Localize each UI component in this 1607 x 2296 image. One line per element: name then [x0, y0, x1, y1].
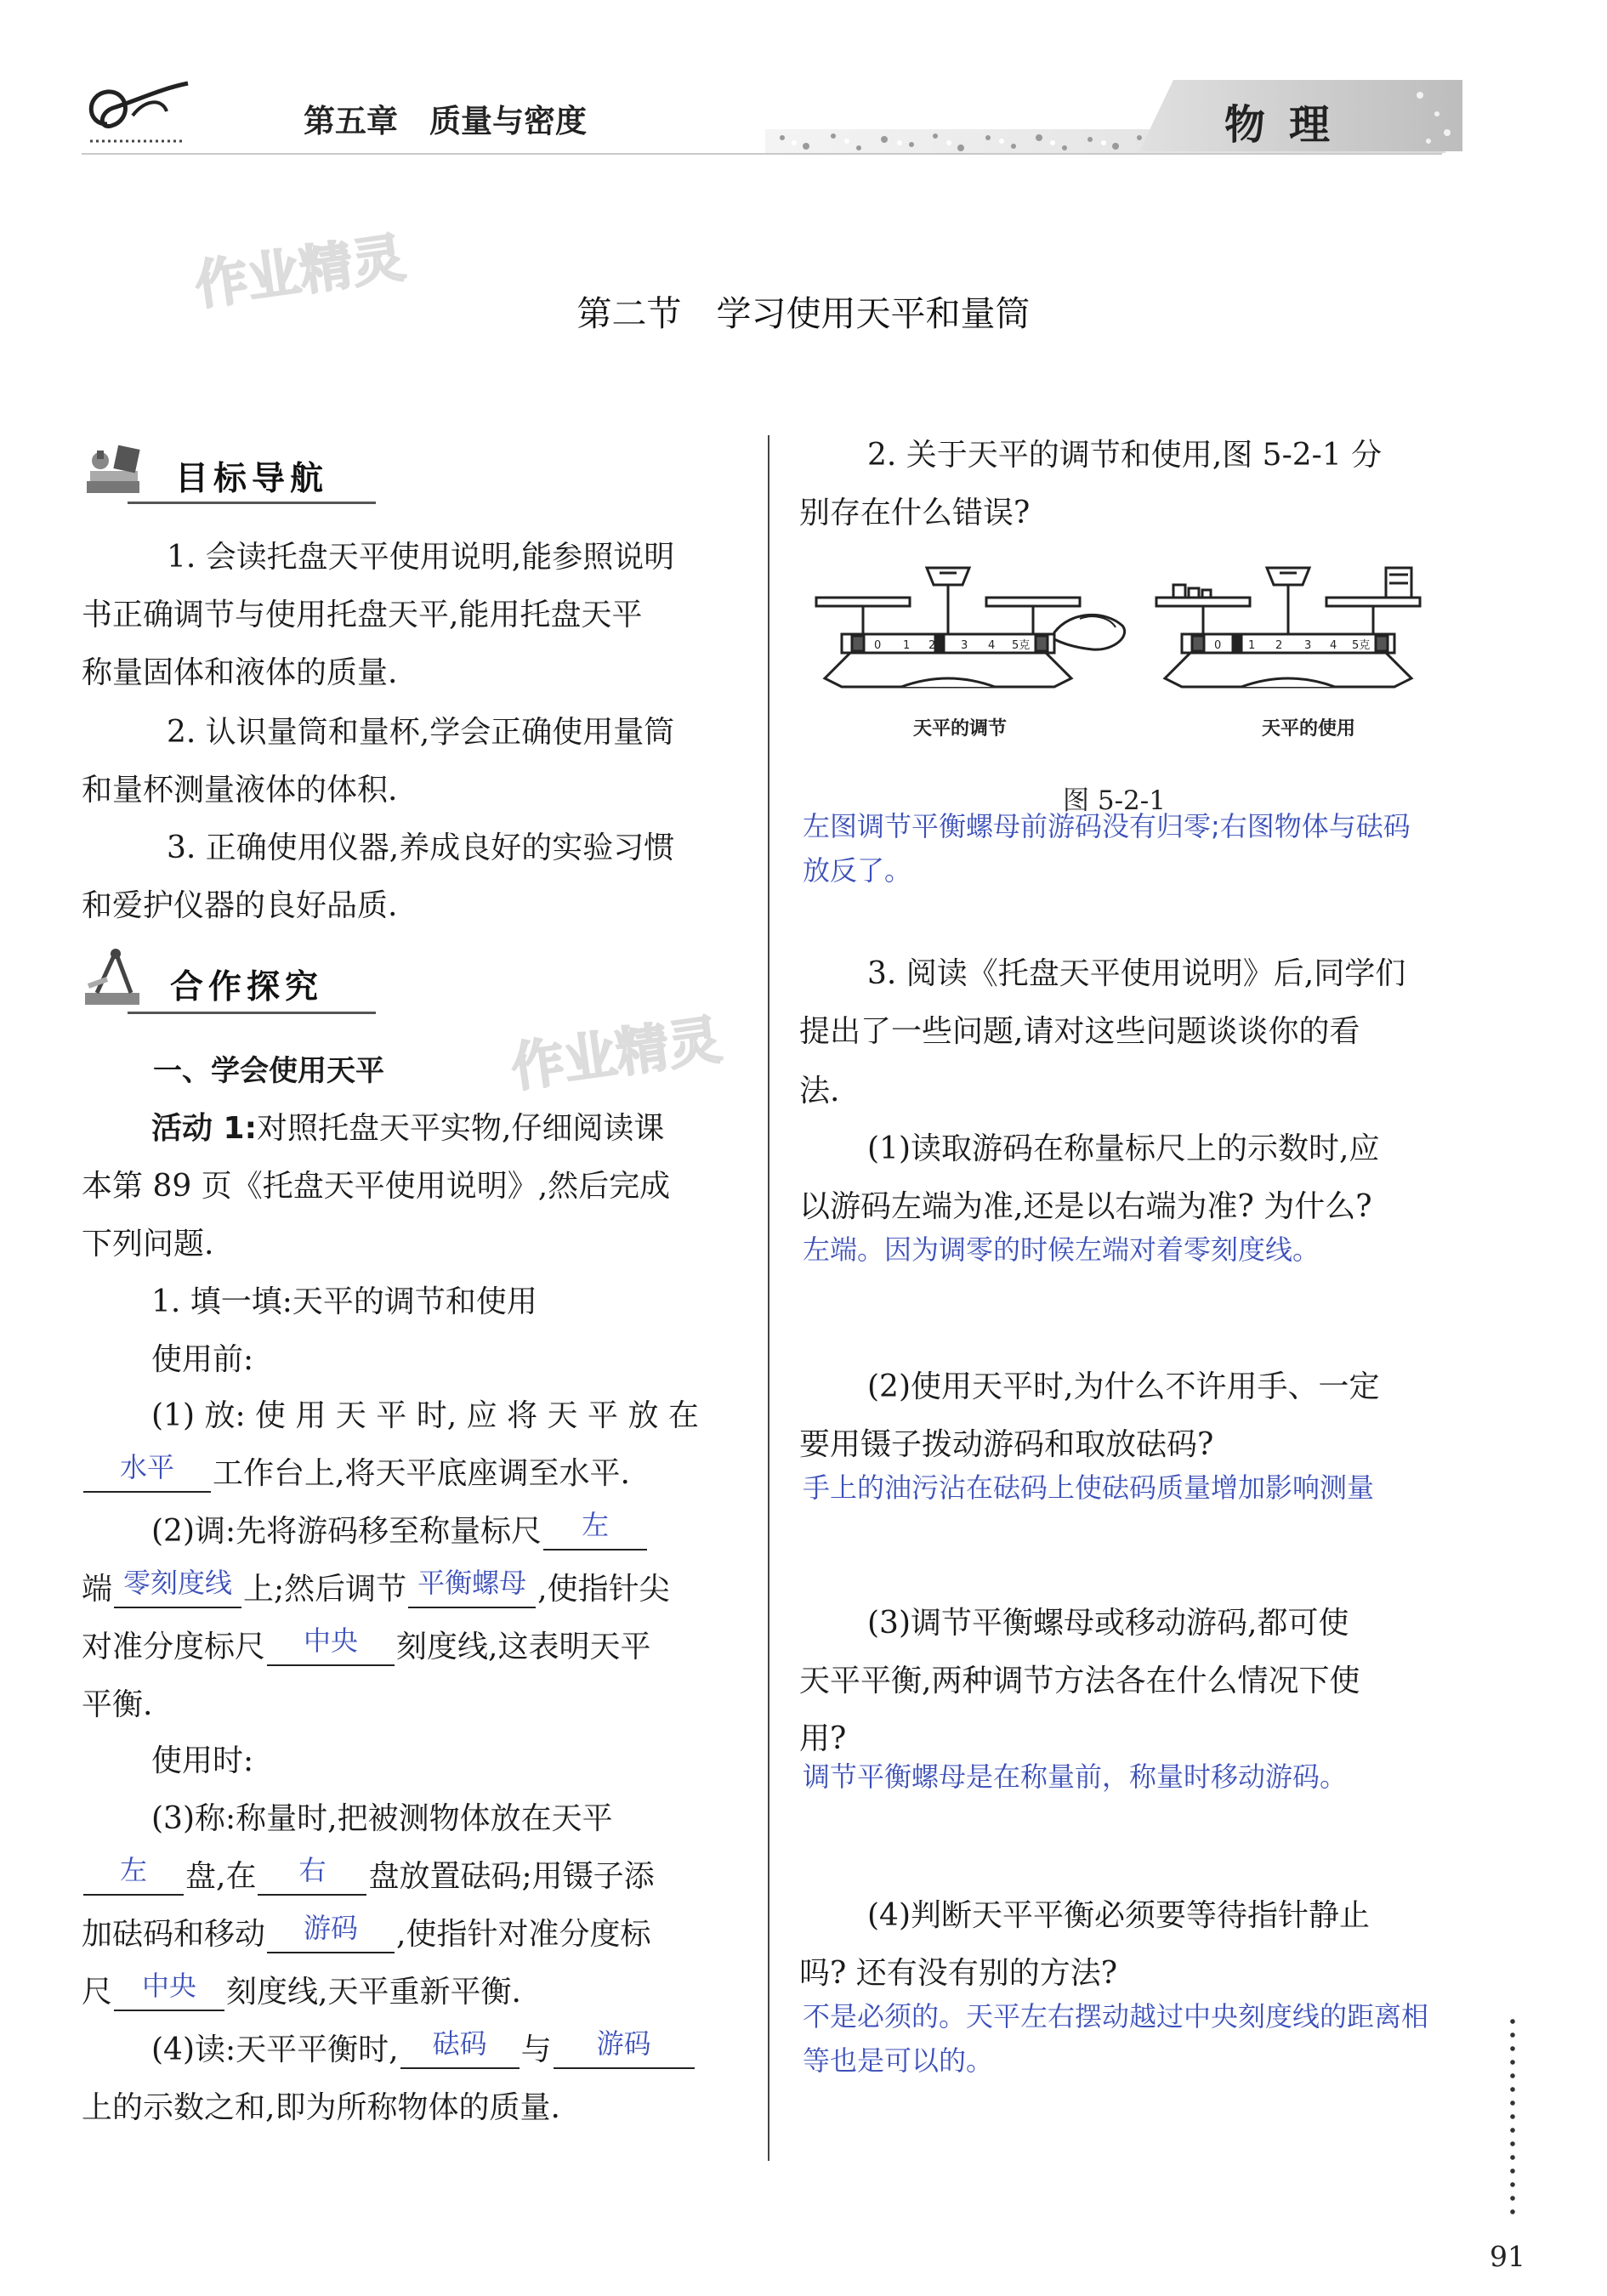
page-number: 91 — [1490, 2240, 1525, 2273]
sub3-line-2: 天平平衡,两种调节方法各在什么情况下使 — [799, 1664, 1360, 1698]
blank-weights[interactable] — [400, 2027, 520, 2069]
goals-heading: 目标导航 — [175, 460, 329, 498]
chapter-logo-icon — [82, 73, 192, 150]
answer-pan-weights: 右 — [298, 1854, 327, 1886]
read-line-1 — [151, 2027, 696, 2069]
blank-pan-object[interactable] — [83, 1854, 184, 1896]
adjust-line-2-c: ,使指针尖 — [537, 1572, 670, 1607]
dotted-rule — [1509, 2015, 1516, 2219]
sub1-answer: 左端。因为调零的时候左端对着零刻度线。 — [803, 1233, 1320, 1266]
activity-line-2: 本第 89 页《托盘天平使用说明》,然后完成 — [82, 1169, 671, 1204]
scale-tick: 4 — [1330, 639, 1337, 652]
adjust-line-2 — [82, 1567, 670, 1608]
subheading-balance: 一、学会使用天平 — [153, 1054, 384, 1088]
adjust-line-3-a: 对准分度标尺 — [82, 1630, 266, 1664]
answer-balance-nut: 平衡螺母 — [417, 1567, 527, 1599]
scale-tick: 5克 — [1352, 639, 1371, 652]
answer-center-2: 中央 — [142, 1970, 197, 2002]
explore-underline — [128, 1012, 376, 1014]
put-line-1: (1) 放: 使 用 天 平 时, 应 将 天 平 放 在 — [151, 1398, 699, 1433]
goal-3-line-1: 3. 正确使用仪器,养成良好的实验习惯 — [167, 831, 675, 865]
watermark: 作业精灵 — [190, 226, 409, 317]
balance-figure — [799, 551, 1471, 746]
blank-put[interactable] — [83, 1451, 211, 1493]
adjust-line-3 — [82, 1624, 651, 1666]
read-line-1-a: (4)读:天平平衡时, — [151, 2032, 399, 2067]
q2-line-2: 别存在什么错误? — [799, 496, 1031, 530]
blank-center-2[interactable] — [114, 1970, 224, 2011]
goal-2-line-2: 和量杯测量液体的体积. — [82, 773, 398, 808]
blank-zero-line[interactable] — [114, 1567, 241, 1608]
scale-tick: 3 — [1304, 639, 1312, 652]
answer-zero-line: 零刻度线 — [123, 1567, 233, 1599]
answer-weights: 砝码 — [432, 2027, 487, 2060]
weigh-line-3-a: 加砝码和移动 — [82, 1917, 266, 1952]
header-divider — [82, 153, 1442, 155]
q3-line-1: 3. 阅读《托盘天平使用说明》后,同学们 — [867, 956, 1406, 991]
scale-tick: 0 — [874, 639, 882, 652]
weigh-line-1: (3)称:称量时,把被测物体放在天平 — [151, 1801, 613, 1836]
balance-left — [816, 568, 1080, 687]
before-use-label: 使用前: — [151, 1342, 254, 1377]
column-divider — [768, 435, 769, 2161]
header-dots — [765, 128, 1148, 156]
chapter-title: 第五章 质量与密度 — [304, 103, 587, 139]
weigh-line-3-b: ,使指针对准分度标 — [396, 1917, 651, 1952]
answer-rider-2: 游码 — [596, 2027, 651, 2060]
answer-rider: 游码 — [304, 1912, 359, 1944]
blank-balance-nut[interactable] — [408, 1567, 536, 1608]
balance-right — [1156, 568, 1420, 687]
activity-line-1 — [151, 1110, 664, 1148]
q2-answer-line-2: 放反了。 — [803, 854, 912, 887]
blank-center-1[interactable] — [267, 1624, 395, 1666]
adjust-line-2-b: 上;然后调节 — [243, 1572, 407, 1607]
goal-1-line-3: 称量固体和液体的质量. — [82, 655, 398, 690]
sub3-line-3: 用? — [799, 1721, 847, 1756]
sub4-answer-line-1: 不是必须的。天平左右摆动越过中央刻度线的距离相 — [803, 2000, 1429, 2032]
activity-label: 活动 1: — [151, 1111, 257, 1146]
q1-title: 1. 填一填:天平的调节和使用 — [151, 1284, 537, 1319]
q3-line-2: 提出了一些问题,请对这些问题谈谈你的看 — [799, 1014, 1360, 1049]
sub1-line-2: 以游码左端为准,还是以右端为准? 为什么? — [799, 1189, 1372, 1224]
scale-tick: 2 — [1275, 639, 1283, 652]
weigh-line-2-b: 盘放置砝码;用镊子添 — [368, 1859, 655, 1894]
adjust-line-4: 平衡. — [82, 1687, 153, 1722]
scale-tick: 4 — [988, 639, 996, 652]
watermark: 作业精灵 — [507, 1008, 725, 1099]
books-icon — [82, 440, 150, 508]
put-line-2-text: 工作台上,将天平底座调至水平. — [213, 1456, 630, 1491]
answer-end: 左 — [582, 1509, 610, 1541]
adjust-line-3-b: 刻度线,这表明天平 — [396, 1630, 651, 1664]
goals-underline — [128, 502, 376, 504]
adjust-line-2-a: 端 — [82, 1572, 113, 1607]
scale-tick: 1 — [903, 639, 911, 652]
read-line-2: 上的示数之和,即为所称物体的质量. — [82, 2090, 560, 2125]
weigh-line-2 — [82, 1854, 655, 1896]
compass-icon — [82, 945, 150, 1013]
figure-caption-right: 天平的使用 — [1262, 718, 1356, 740]
activity-text: 对照托盘天平实物,仔细阅读课 — [256, 1111, 665, 1146]
sub4-line-1: (4)判断天平平衡必须要等待指针静止 — [867, 1898, 1370, 1933]
blank-rider[interactable] — [267, 1912, 395, 1953]
scale-tick: 3 — [961, 639, 968, 652]
section-title: 第二节 学习使用天平和量筒 — [576, 293, 1031, 334]
scale-tick: 5克 — [1012, 639, 1031, 652]
scale-tick: 0 — [1214, 639, 1222, 652]
sub2-line-1: (2)使用天平时,为什么不许用手、一定 — [867, 1369, 1380, 1404]
q2-line-1: 2. 关于天平的调节和使用,图 5-2-1 分 — [867, 438, 1383, 473]
activity-line-3: 下列问题. — [82, 1227, 214, 1261]
sub1-line-1: (1)读取游码在称量标尺上的示数时,应 — [867, 1131, 1380, 1166]
goal-2-line-1: 2. 认识量筒和量杯,学会正确使用量筒 — [167, 715, 675, 750]
figure-label: 图 5-2-1 — [1063, 785, 1166, 816]
weigh-line-4-a: 尺 — [82, 1975, 113, 2010]
q2-answer-line-1: 左图调节平衡螺母前游码没有归零;右图物体与砝码 — [803, 810, 1411, 842]
answer-pan-object: 左 — [119, 1854, 147, 1886]
sub2-answer: 手上的油污沾在砝码上使砝码质量增加影响测量 — [803, 1471, 1375, 1504]
sub2-line-2: 要用镊子拨动游码和取放砝码? — [799, 1427, 1214, 1462]
weigh-line-4 — [82, 1970, 521, 2011]
blank-end[interactable] — [543, 1509, 647, 1551]
weigh-line-2-a: 盘,在 — [185, 1859, 257, 1894]
put-line-2 — [82, 1451, 630, 1493]
scale-tick: 1 — [1248, 639, 1256, 652]
sub3-line-1: (3)调节平衡螺母或移动游码,都可使 — [867, 1606, 1349, 1641]
answer-center-1: 中央 — [304, 1624, 359, 1657]
goal-3-line-2: 和爱护仪器的良好品质. — [82, 888, 398, 923]
blank-rider-2[interactable] — [554, 2027, 695, 2069]
goal-1-line-2: 书正确调节与使用托盘天平,能用托盘天平 — [82, 598, 643, 632]
read-line-1-b: 与 — [520, 2032, 552, 2067]
goal-1-line-1: 1. 会读托盘天平使用说明,能参照说明 — [167, 540, 675, 575]
adjust-line-1-text: (2)调:先将游码移至称量标尺 — [151, 1514, 542, 1549]
q3-line-3: 法. — [799, 1074, 840, 1108]
subject-title: 物理 — [1224, 101, 1354, 149]
blank-pan-weights[interactable] — [258, 1854, 366, 1896]
figure-caption-left: 天平的调节 — [913, 718, 1008, 740]
sub4-line-2: 吗? 还有没有别的方法? — [799, 1956, 1118, 1991]
sub4-answer-line-2: 等也是可以的。 — [803, 2044, 994, 2077]
weigh-line-4-b: 刻度线,天平重新平衡. — [226, 1975, 521, 2010]
answer-put: 水平 — [119, 1451, 174, 1483]
hand-icon — [1054, 615, 1125, 649]
weigh-line-3 — [82, 1912, 651, 1953]
scale-tick: 2 — [928, 639, 936, 652]
during-use-label: 使用时: — [151, 1743, 254, 1778]
explore-heading: 合作探究 — [170, 968, 324, 1006]
sub3-answer: 调节平衡螺母是在称量前，称量时移动游码。 — [803, 1760, 1348, 1793]
adjust-line-1 — [151, 1509, 649, 1551]
